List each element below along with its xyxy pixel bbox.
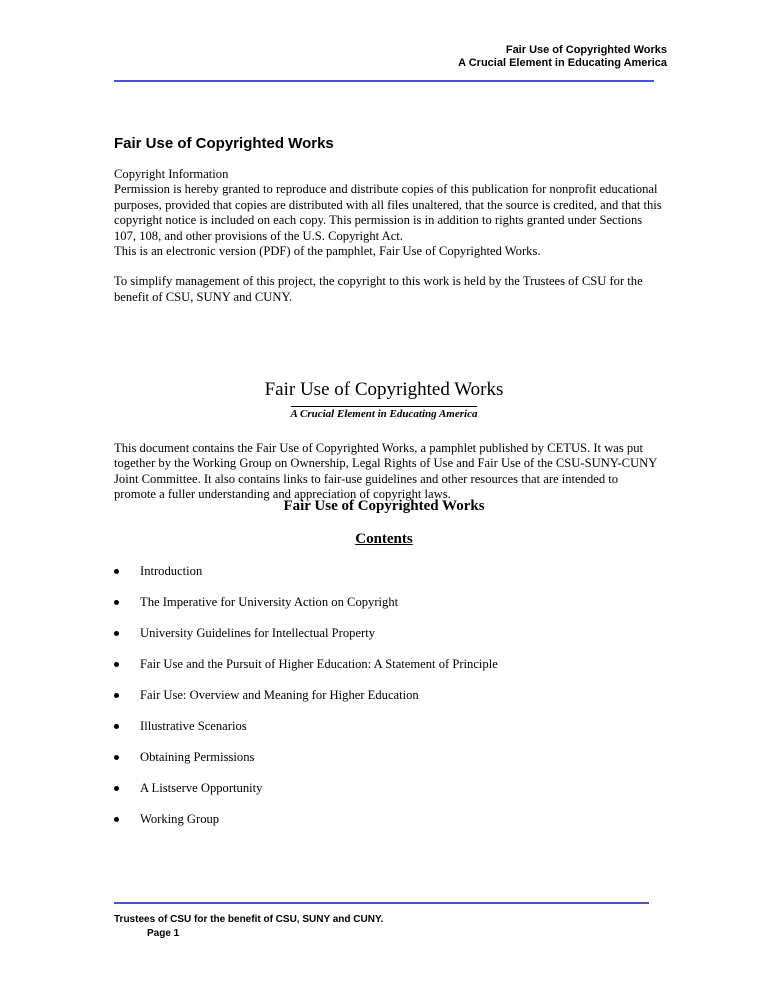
contents-heading: Contents: [355, 531, 413, 547]
header-rule: [114, 80, 654, 82]
footer-rule: [114, 902, 649, 904]
contents-item-label[interactable]: Obtaining Permissions: [140, 750, 255, 764]
contents-item[interactable]: [114, 682, 662, 713]
page-footer: [114, 913, 383, 941]
contents-list: [114, 558, 662, 837]
contents-item[interactable]: [114, 806, 662, 837]
running-header-title: Fair Use of Copyrighted Works: [505, 44, 667, 56]
contents-item[interactable]: [114, 713, 662, 744]
pamphlet-subtitle: A Crucial Element in Educating America: [290, 408, 478, 420]
pamphlet-title: Fair Use of Copyrighted Works: [264, 379, 504, 400]
permission-text: Permission is hereby granted to reproduce and distribute copies of this publication for nonprofit educational purposes, provided that copies are distributed with all files unaltered, that the source is credited, and that this copyright notice is included on each copy. This permission is in addition to rights granted under Sections 107, 108, and other provisions of the U.S. Copyright Act.: [114, 182, 662, 243]
contents-item-label[interactable]: University Guidelines for Intellectual Property: [140, 626, 376, 640]
contents-item-label[interactable]: Working Group: [140, 812, 220, 826]
contents-item-label[interactable]: The Imperative for University Action on Copyright: [140, 595, 399, 609]
contents-item[interactable]: [114, 775, 662, 806]
electronic-version-note: This is an electronic version (PDF) of the pamphlet, Fair Use of Copyrighted Works.: [114, 244, 541, 259]
bullet-icon: [114, 662, 119, 667]
contents-item[interactable]: [114, 651, 662, 682]
document-heading: Fair Use of Copyrighted Works: [114, 135, 334, 152]
contents-item-label[interactable]: Fair Use and the Pursuit of Higher Education: A Statement of Principle: [140, 657, 498, 671]
pamphlet-subtitle-wrap: [0, 404, 768, 422]
copyright-holder-note: To simplify management of this project, the copyright to this work is held by the Trustees of CSU for the benefit of CSU, SUNY and CUNY.: [114, 274, 643, 304]
contents-item-label[interactable]: Introduction: [140, 564, 203, 578]
contents-item[interactable]: [114, 589, 662, 620]
contents-item[interactable]: [114, 744, 662, 775]
page-number: Page 1: [147, 928, 180, 939]
contents-item-label[interactable]: Fair Use: Overview and Meaning for Higher Education: [140, 688, 419, 702]
footer-credit: Trustees of CSU for the benefit of CSU, SUNY and CUNY.: [114, 914, 384, 925]
bullet-icon: [114, 693, 119, 698]
bullet-icon: [114, 786, 119, 791]
bullet-icon: [114, 600, 119, 605]
bullet-icon: [114, 724, 119, 729]
intro-paragraph: This document contains the Fair Use of Copyrighted Works, a pamphlet published by CETUS. It was put together by the Working Group on Ownership, Legal Rights of Use and Fair Use of the CSU-SUNY-CUNY Joint Committee. It also contains links to fair-use guidelines and other resources that are intended to promote a fuller understanding and appreciation of copyright laws.: [114, 441, 657, 502]
running-header-subtitle: A Crucial Element in Educating America: [458, 57, 667, 69]
copyright-section: [114, 167, 662, 305]
contents-item[interactable]: [114, 620, 662, 651]
copyright-label: Copyright Information: [114, 167, 229, 181]
running-header: [458, 44, 667, 70]
bullet-icon: [114, 817, 119, 822]
contents-item-label[interactable]: A Listserve Opportunity: [140, 781, 263, 795]
bullet-icon: [114, 569, 119, 574]
contents-item-label[interactable]: Illustrative Scenarios: [140, 719, 247, 733]
section-title: Fair Use of Copyrighted Works: [283, 498, 485, 514]
bullet-icon: [114, 755, 119, 760]
bullet-icon: [114, 631, 119, 636]
contents-item[interactable]: [114, 558, 662, 589]
